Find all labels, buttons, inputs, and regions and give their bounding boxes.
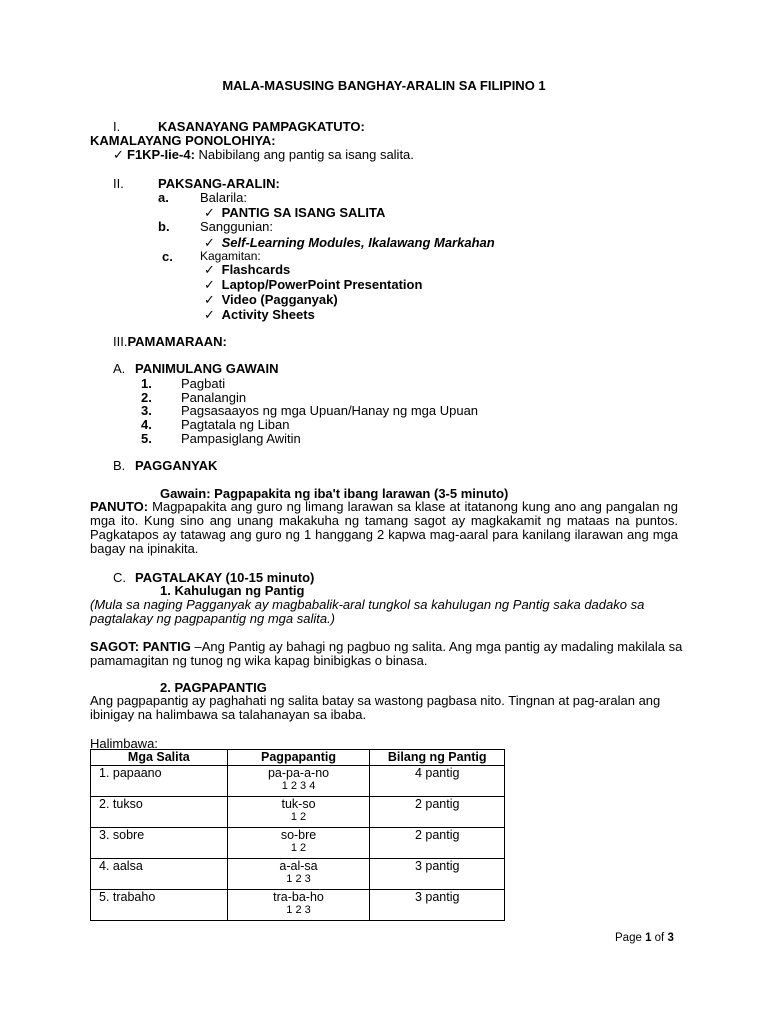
check-icon: ✓: [204, 235, 215, 250]
table-row: [91, 828, 505, 859]
word-cell: 2. tukso: [91, 797, 228, 828]
partA-heading: PANIMULANG GAWAIN: [135, 361, 279, 376]
panuto-label: PANUTO:: [90, 499, 149, 514]
sagot-paragraph: [90, 640, 690, 668]
material-label: Laptop/PowerPoint Presentation: [221, 277, 423, 292]
table-row: [91, 859, 505, 890]
section1-heading: KASANAYANG PAMPAGKATUTO:: [158, 119, 365, 134]
table-header-row: [91, 750, 505, 766]
list-item: Pampasiglang Awitin: [181, 431, 301, 446]
syllable-split: so-bre: [280, 828, 317, 842]
list-item: Pagtatala ng Liban: [181, 417, 290, 432]
section3-line: [113, 334, 227, 349]
check-icon: ✓: [204, 262, 215, 277]
section1-subheading: KAMALAYANG PONOLOHIYA:: [90, 133, 276, 148]
item-b-text: Sanggunian:: [200, 219, 274, 234]
word-cell: 4. aalsa: [91, 859, 228, 890]
material-item: [204, 307, 315, 322]
gawain-title: Gawain: Pagpapakita ng iba't ibang larawan (3-5 minuto): [160, 486, 509, 501]
table-row: [91, 797, 505, 828]
count-cell: 2 pantig: [370, 797, 505, 828]
partB-heading: PAGGANYAK: [135, 458, 218, 473]
check-icon: ✓: [204, 205, 215, 220]
syllable-numbers: 1 2: [290, 842, 307, 854]
list-number: 3.: [141, 403, 152, 418]
list-number: 2.: [141, 390, 152, 405]
item-a-value: PANTIG SA ISANG SALITA: [221, 205, 386, 220]
sagot-text: –Ang Pantig ay bahagi ng pagbuo ng salita. Ang mga pantig ay madaling makilala sa pamamagitan ng tunog ng wika kapag binibigkas o binasa.: [90, 639, 683, 668]
page-number: 1: [645, 932, 652, 944]
page-total: 3: [667, 932, 674, 944]
partC-subheading-2: 2. PAGPAPANTIG: [160, 680, 267, 695]
syllable-split: pa-pa-a-no: [267, 766, 330, 780]
list-number: 5.: [141, 431, 152, 446]
count-cell: 3 pantig: [370, 890, 505, 921]
competency-code: F1KP-Iie-4:: [127, 147, 195, 162]
competency-line: [113, 147, 414, 162]
syllable-numbers: 1 2 3 4: [281, 780, 316, 792]
section1-number: I.: [113, 119, 121, 134]
partC-subheading-1: 1. Kahulugan ng Pantig: [160, 583, 305, 598]
list-item: Pagbati: [181, 376, 226, 391]
word-cell: 1. papaano: [91, 766, 228, 797]
column-header: Bilang ng Pantig: [370, 750, 505, 766]
item-c-text: Kagamitan:: [200, 249, 261, 263]
syllable-split: tuk-so: [281, 797, 316, 811]
syllable-cell: [227, 890, 370, 921]
document-title: MALA-MASUSING BANGHAY-ARALIN SA FILIPINO 1: [222, 78, 546, 93]
panuto-paragraph: [90, 500, 678, 556]
item-a-entry: [204, 205, 385, 220]
item-a-label: a.: [158, 190, 169, 205]
syllable-cell: [227, 828, 370, 859]
material-label: Video (Pagganyak): [221, 292, 338, 307]
material-item: [204, 292, 338, 307]
list-number: 4.: [141, 417, 152, 432]
partC-label: C.: [113, 570, 126, 585]
syllable-cell: [227, 797, 370, 828]
column-header: Mga Salita: [91, 750, 228, 766]
item-b-value: Self-Learning Modules, Ikalawang Markahan: [221, 235, 495, 250]
item-a-text: Balarila:: [200, 190, 247, 205]
sagot-label: SAGOT: PANTIG: [90, 639, 191, 654]
material-label: Flashcards: [221, 262, 291, 277]
pagpapantig-paragraph: Ang pagpapantig ay paghahati ng salita batay sa wastong pagbasa nito. Tingnan at pag-aralan ang ibinigay na halimbawa sa talahanayan sa ibaba.: [90, 693, 661, 722]
competency-text: Nabibilang ang pantig sa isang salita.: [198, 147, 414, 162]
page-word: Page: [615, 932, 646, 944]
section3-heading: PAMAMARAAN:: [127, 334, 227, 349]
material-item: [204, 262, 290, 277]
list-number: 1.: [141, 376, 152, 391]
section3-number: III.: [113, 334, 128, 349]
list-item: Pagsasaayos ng mga Upuan/Hanay ng mga Upuan: [181, 403, 479, 418]
partC-note: (Mula sa naging Pagganyak ay magbabalik-aral tungkol sa kahulugan ng Pantig saka dadako sa pagtalakay ng pagpapantig ng mga salita.): [90, 597, 645, 626]
partA-label: A.: [113, 361, 126, 376]
syllable-cell: [227, 766, 370, 797]
item-b-entry: [204, 235, 495, 250]
partC-heading: PAGTALAKAY (10-15 minuto): [135, 570, 315, 585]
of-word: of: [651, 932, 668, 944]
partB-label: B.: [113, 458, 126, 473]
syllable-table: [90, 749, 505, 921]
table-row: [91, 766, 505, 797]
list-item: Panalangin: [181, 390, 247, 405]
item-c-label: c.: [162, 249, 173, 264]
syllable-split: a-al-sa: [279, 859, 318, 873]
check-icon: ✓: [204, 292, 215, 307]
section2-heading: PAKSANG-ARALIN:: [158, 176, 280, 191]
word-cell: 5. trabaho: [91, 890, 228, 921]
syllable-numbers: 1 2: [290, 811, 307, 823]
syllable-split: tra-ba-ho: [273, 890, 324, 904]
check-icon: ✓: [204, 307, 215, 322]
column-header: Pagpapantig: [227, 750, 370, 766]
syllable-cell: [227, 859, 370, 890]
halimbawa-label: Halimbawa:: [90, 736, 158, 751]
material-label: Activity Sheets: [221, 307, 315, 322]
check-icon: ✓: [113, 147, 124, 162]
page-footer: [615, 931, 674, 946]
check-icon: ✓: [204, 277, 215, 292]
syllable-numbers: 1 2 3: [286, 873, 311, 885]
section2-number: II.: [113, 176, 124, 191]
syllable-numbers: 1 2 3: [286, 904, 311, 916]
count-cell: 2 pantig: [370, 828, 505, 859]
word-cell: 3. sobre: [91, 828, 228, 859]
count-cell: 4 pantig: [370, 766, 505, 797]
table-row: [91, 890, 505, 921]
panuto-text: Magpapakita ang guro ng limang larawan sa klase at itatanong kung ano ang pangalan ng mga ito. Kung sino ang unang makakuha ng tamang sagot ay magkakamit ng mataas na puntos. Pagkatapos ay tatawag ang guro ng 1 hanggang 2 kapwa mag-aaral para kanilang ilarawan ang mga bagay na ipinakita.: [90, 499, 678, 556]
material-item: [204, 277, 422, 292]
item-b-label: b.: [158, 219, 170, 234]
count-cell: 3 pantig: [370, 859, 505, 890]
